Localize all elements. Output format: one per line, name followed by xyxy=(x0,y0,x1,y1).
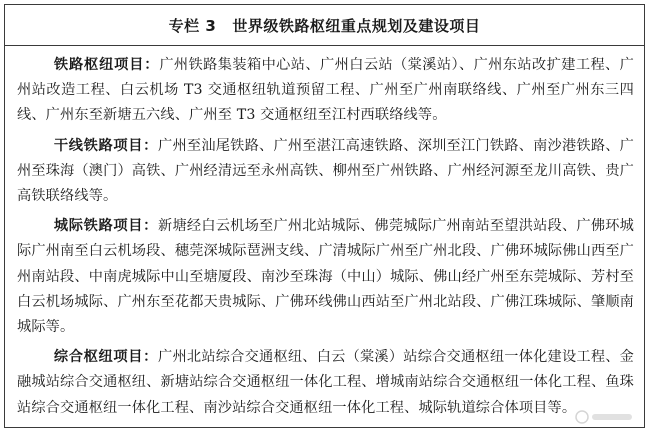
box-label: 专栏 3 xyxy=(168,16,217,35)
section-heading: 综合枢纽项目： xyxy=(53,349,159,366)
section-text: 广州铁路集装箱中心站、广州白云站（棠溪站）、广州东站改扩建工程、广州站改造工程、白云机场 T3 交通枢纽轨道预留工程、广州至广州南联络线、广州至广州东三四线、广州东至新塘五六线、广州至 T3 交通枢纽至江村西联络线等。 xyxy=(17,57,634,124)
box-title: 世界级铁路枢纽重点规划及建设项目 xyxy=(232,16,481,35)
section-integrated-hub xyxy=(17,345,634,421)
section-heading: 城际铁路项目： xyxy=(53,218,159,235)
info-box xyxy=(4,4,645,428)
watermark-logo xyxy=(574,409,634,425)
section-text: 广州北站综合交通枢纽、白云（棠溪）站综合交通枢纽一体化建设工程、金融城站综合交通枢纽、新塘站综合交通枢纽一体化工程、增城南站综合交通枢纽一体化工程、鱼珠站综合交通枢纽一体化工程、南沙站综合交通枢纽一体化工程、城际轨道综合体项目等。 xyxy=(17,349,635,416)
box-title-bar xyxy=(5,5,644,46)
section-heading: 干线铁路项目： xyxy=(53,137,159,154)
section-text: 新塘经白云机场至广州北站城际、佛莞城际广州南站至望洪站段、广佛环城际广州南至白云机场段、穗莞深城际琶洲支线、广清城际广州至广州北段、广佛环城际佛山西至广州南站段、中南虎城际中山至塘厦段、南沙至珠海（中山）城际、佛山经广州至东莞城际、芳村至白云机场城际、广州东至花都天贵城际、广佛环线佛山西站至广州北站段、广佛江珠城际、肇顺南城际等。 xyxy=(17,218,635,336)
section-railway-hub xyxy=(17,53,634,129)
section-trunk-railway xyxy=(17,134,634,210)
box-body xyxy=(5,46,644,421)
section-text: 广州至汕尾铁路、广州至湛江高速铁路、深圳至江门铁路、南沙港铁路、广州至珠海（澳门）高铁、广州经清远至永州高铁、柳州至广州铁路、广州经河源至龙川高铁、贵广高铁联络线等。 xyxy=(17,137,635,205)
section-heading: 铁路枢纽项目： xyxy=(53,57,160,73)
section-intercity-railway xyxy=(17,214,634,340)
